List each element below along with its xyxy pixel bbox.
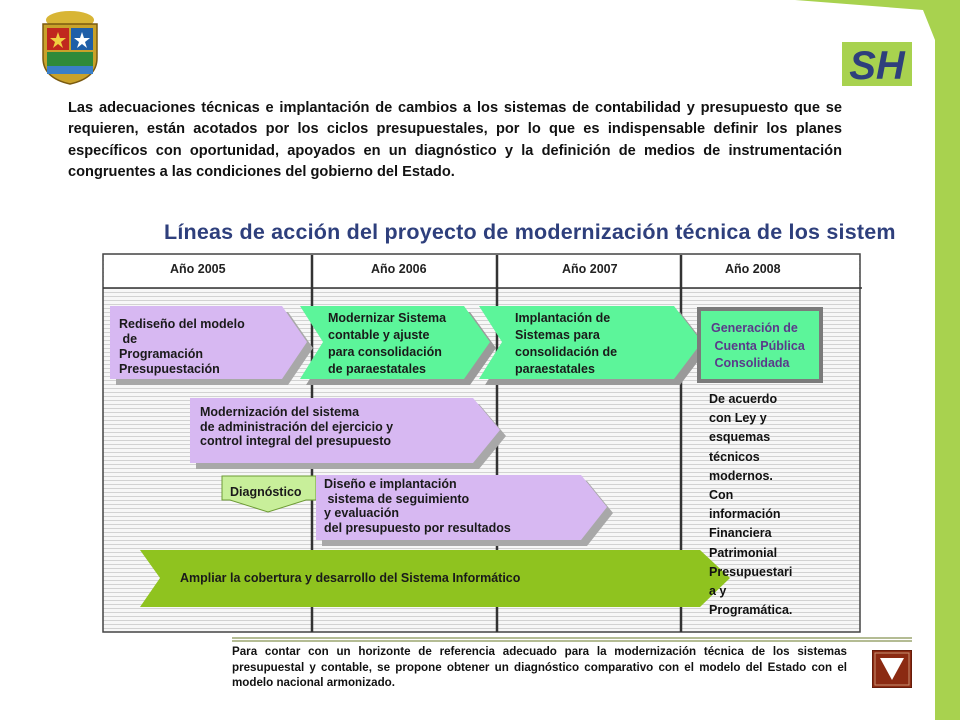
sh-logo-text: SH [849,44,905,86]
rediseno-label: Rediseño del modelo de Programación Presupuestación [119,317,245,376]
implantacion-label: Implantación de Sistemas para consolidación de paraestatales [515,311,618,376]
modernizacion-administracion-label: Modernización del sistema de administración del ejercicio y control integral del presupuesto [200,405,394,448]
ampliar-cobertura-label: Ampliar la cobertura y desarrollo del Sistema Informático [180,571,521,585]
year-label-2007: Año 2007 [562,262,618,276]
diseno-label: Diseño e implantación sistema de seguimiento y evaluación del presupuesto por resultados [324,477,511,535]
side-note: De acuerdo con Ley y esquemas técnicos modernos. Con información Financiera Patrimonial Presupuestari a y Programática. [709,392,793,618]
diagram-title: Líneas de acción del proyecto de modernización técnica de los sistem [164,220,896,244]
bottom-paragraph: Para contar con un horizonte de referencia adecuado para la modernización técnica de los sistemas presupuestal y contable, se propone obtener un diagnóstico comparativo con el modelo del Estado con el modelo nacional armonizado. [232,645,847,690]
year-label-2008: Año 2008 [725,262,781,276]
modernizar-sistema-label: Modernizar Sistema contable y ajuste para consolidación de paraestatales [328,311,447,376]
diagnostico-label: Diagnóstico [230,485,302,499]
year-label-2005: Año 2005 [170,262,226,276]
year-label-2006: Año 2006 [371,262,427,276]
intro-paragraph: Las adecuaciones técnicas e implantación de cambios a los sistemas de contabilidad y presupuesto que se requieren, están acotados por los ciclos presupuestales, por lo que es indispensable definir los planes específicos con oportunidad, apoyados en un diagnóstico y la definición de medios de instrumentación congruentes a las condiciones del gobierno del Estado. [68,100,842,181]
generacion-label: Generación de Cuenta Pública Consolidada [711,321,805,370]
next-slide-button[interactable] [872,650,912,688]
